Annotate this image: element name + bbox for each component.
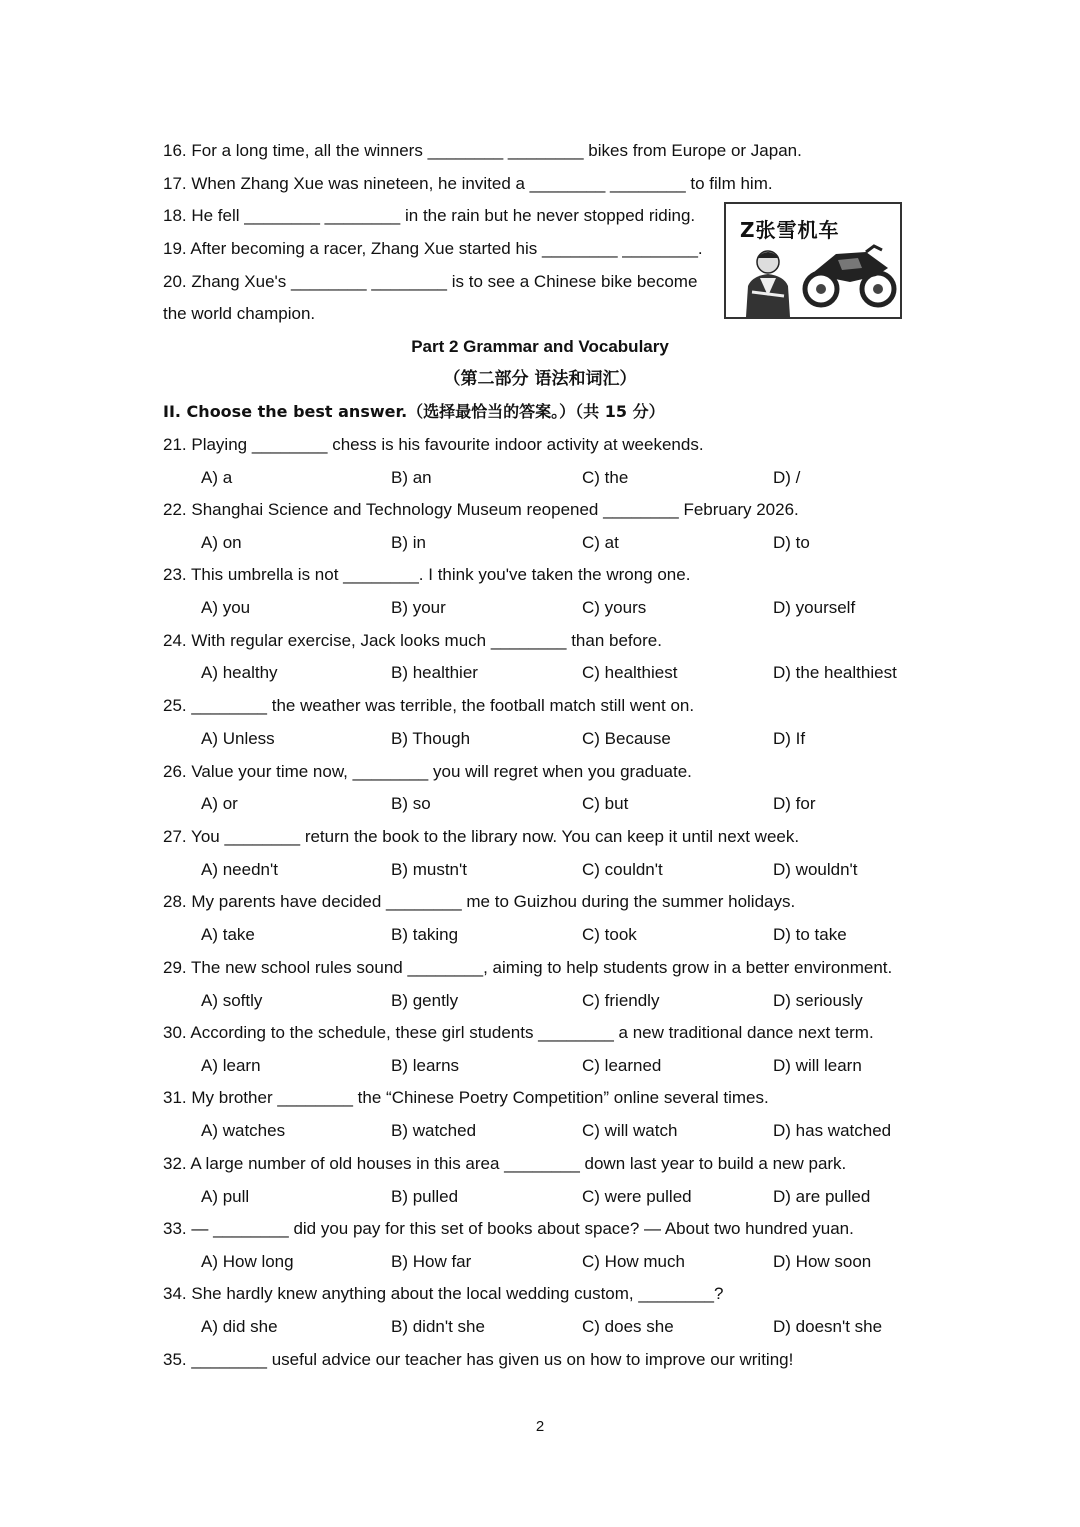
option-a[interactable]: A) learn — [201, 1056, 261, 1075]
question-33: 33. — ________ did you pay for this set of books about space? — About two hundred yuan. — [163, 1219, 854, 1238]
option-d[interactable]: D) If — [773, 729, 806, 748]
option-d[interactable]: D) yourself — [773, 598, 856, 617]
option-b[interactable]: B) learns — [391, 1056, 460, 1075]
option-a[interactable]: A) take — [201, 925, 255, 944]
option-a[interactable]: A) did she — [201, 1317, 278, 1336]
question-24: 24. With regular exercise, Jack looks much ________ than before. — [163, 631, 662, 650]
question-20-continued: the world champion. — [163, 304, 316, 323]
question-23: 23. This umbrella is not ________. I think you've taken the wrong one. — [163, 565, 691, 584]
question-22: 22. Shanghai Science and Technology Museum reopened ________ February 2026. — [163, 500, 799, 519]
option-d[interactable]: D) doesn't she — [773, 1317, 883, 1336]
option-d[interactable]: D) has watched — [773, 1121, 892, 1140]
option-b[interactable]: B) mustn't — [391, 860, 467, 879]
option-c[interactable]: C) will watch — [582, 1121, 678, 1140]
question-32: 32. A large number of old houses in this area ________ down last year to build a new park. — [163, 1154, 847, 1173]
option-a[interactable]: A) needn't — [201, 860, 278, 879]
part2-subtitle: （第二部分 语法和词汇） — [443, 369, 637, 389]
option-b[interactable]: B) so — [391, 794, 431, 813]
option-b[interactable]: B) your — [391, 598, 446, 617]
question-21: 21. Playing ________ chess is his favourite indoor activity at weekends. — [163, 435, 704, 454]
option-c[interactable]: C) took — [582, 925, 637, 944]
option-a[interactable]: A) on — [201, 533, 242, 552]
zhang-xue-motorcycle-image — [724, 202, 902, 319]
option-d[interactable]: D) How soon — [773, 1252, 872, 1271]
option-c[interactable]: C) the — [582, 468, 629, 487]
option-b[interactable]: B) pulled — [391, 1187, 459, 1206]
option-d[interactable]: D) to take — [773, 925, 847, 944]
question-34: 34. She hardly knew anything about the local wedding custom, ________? — [163, 1284, 724, 1303]
option-a[interactable]: A) a — [201, 468, 233, 487]
question-27: 27. You ________ return the book to the library now. You can keep it until next week. — [163, 827, 800, 846]
option-d[interactable]: D) wouldn't — [773, 860, 858, 879]
image-title: Z张雪机车 — [740, 218, 840, 242]
option-a[interactable]: A) How long — [201, 1252, 294, 1271]
question-30: 30. According to the schedule, these girl students ________ a new traditional dance next term. — [163, 1023, 874, 1042]
option-b[interactable]: B) healthier — [391, 663, 478, 682]
question-19: 19. After becoming a racer, Zhang Xue started his ________ ________. — [163, 239, 703, 258]
page-number: 2 — [535, 1418, 545, 1435]
option-b[interactable]: B) Though — [391, 729, 471, 748]
option-a[interactable]: A) watches — [201, 1121, 286, 1140]
option-a[interactable]: A) or — [201, 794, 238, 813]
option-c[interactable]: C) yours — [582, 598, 647, 617]
option-c[interactable]: C) does she — [582, 1317, 674, 1336]
option-b[interactable]: B) gently — [391, 991, 459, 1010]
option-d[interactable]: D) will learn — [773, 1056, 862, 1075]
question-25: 25. ________ the weather was terrible, the football match still went on. — [163, 696, 695, 715]
option-c[interactable]: C) How much — [582, 1252, 685, 1271]
option-d[interactable]: D) are pulled — [773, 1187, 871, 1206]
option-c[interactable]: C) learned — [582, 1056, 662, 1075]
option-a[interactable]: A) Unless — [201, 729, 275, 748]
question-31: 31. My brother ________ the “Chinese Poetry Competition” online several times. — [163, 1088, 769, 1107]
question-26: 26. Value your time now, ________ you will regret when you graduate. — [163, 762, 692, 781]
question-29: 29. The new school rules sound ________, aiming to help students grow in a better environment. — [163, 958, 893, 977]
question-17: 17. When Zhang Xue was nineteen, he invited a ________ ________ to film him. — [163, 174, 773, 193]
option-c[interactable]: C) couldn't — [582, 860, 663, 879]
option-a[interactable]: A) you — [201, 598, 251, 617]
option-b[interactable]: B) taking — [391, 925, 459, 944]
option-c[interactable]: C) friendly — [582, 991, 660, 1010]
option-b[interactable]: B) an — [391, 468, 432, 487]
option-a[interactable]: A) healthy — [201, 663, 278, 682]
option-b[interactable]: B) in — [391, 533, 426, 552]
option-c[interactable]: C) at — [582, 533, 619, 552]
option-a[interactable]: A) pull — [201, 1187, 250, 1206]
option-d[interactable]: D) to — [773, 533, 810, 552]
option-a[interactable]: A) softly — [201, 991, 263, 1010]
option-b[interactable]: B) didn't she — [391, 1317, 485, 1336]
question-20: 20. Zhang Xue's ________ ________ is to see a Chinese bike become — [163, 272, 698, 291]
option-d[interactable]: D) the healthiest — [773, 663, 897, 682]
option-d[interactable]: D) for — [773, 794, 816, 813]
option-c[interactable]: C) Because — [582, 729, 671, 748]
question-18: 18. He fell ________ ________ in the rain but he never stopped riding. — [163, 206, 696, 225]
option-c[interactable]: C) were pulled — [582, 1187, 692, 1206]
part2-title: Part 2 Grammar and Vocabulary — [411, 337, 669, 356]
question-28: 28. My parents have decided ________ me to Guizhou during the summer holidays. — [163, 892, 796, 911]
option-b[interactable]: B) watched — [391, 1121, 477, 1140]
option-d[interactable]: D) / — [773, 468, 801, 487]
section-instruction: II. Choose the best answer.（选择最恰当的答案。）（共 15 分） — [163, 402, 665, 421]
question-35: 35. ________ useful advice our teacher has given us on how to improve our writing! — [163, 1350, 794, 1369]
illustration-icon — [726, 204, 902, 319]
option-d[interactable]: D) seriously — [773, 991, 863, 1010]
option-c[interactable]: C) but — [582, 794, 629, 813]
option-b[interactable]: B) How far — [391, 1252, 472, 1271]
option-c[interactable]: C) healthiest — [582, 663, 678, 682]
question-16: 16. For a long time, all the winners ________ ________ bikes from Europe or Japan. — [163, 141, 802, 160]
